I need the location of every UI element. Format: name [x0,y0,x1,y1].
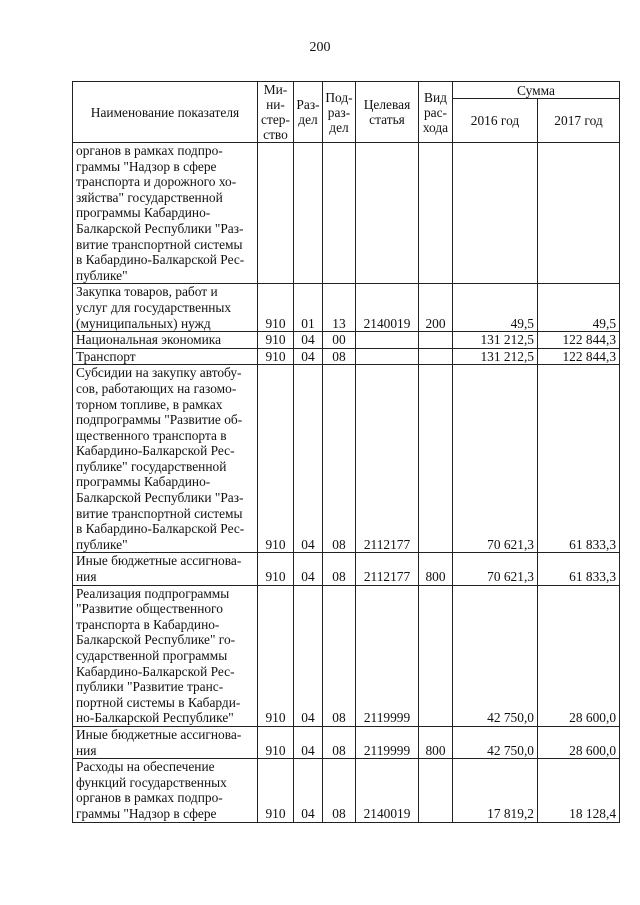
row-name-line: зяйства" государственной [76,189,223,205]
cell-section: 04 [294,759,323,822]
row-name-line: программы Кабардино- [76,474,211,490]
header-subsection [323,82,356,143]
table-body [73,143,620,823]
cell-subsection: 08 [323,553,356,585]
header-section [294,82,323,143]
cell-subsection: 08 [323,585,356,726]
row-name-line: органов в рамках подпро- [76,790,223,806]
cell-subsection: 00 [323,332,356,349]
row-name-line: щественного транспорта в [76,427,227,443]
cell-sum-2017: 49,5 [538,284,620,332]
cell-ministry: 910 [258,553,294,585]
row-name-line: публике" [76,267,128,283]
row-name-line: сов, работающих на газомо- [76,380,237,396]
cell-target: 2119999 [356,585,419,726]
cell-type: 800 [419,726,453,758]
header-expense-type-line: хода [422,119,449,135]
row-name-line: Иные бюджетные ассигнова- [76,553,242,569]
row-name-line: граммы "Надзор в сфере [76,805,217,821]
header-ministry-line: ство [263,127,288,142]
header-subsection-line: дел [329,119,349,135]
row-name [73,284,258,332]
cell-section: 04 [294,348,323,365]
cell-section: 04 [294,726,323,758]
cell-target [356,143,419,284]
cell-target: 2112177 [356,365,419,553]
table-row [73,553,620,585]
row-name-line: транспорта в Кабардино- [76,616,220,632]
row-name-line: Иные бюджетные ассигнова- [76,726,242,742]
header-name: Наименование показателя [73,82,258,143]
header-expense-type [419,82,453,143]
cell-sum-2017: 18 128,4 [538,759,620,822]
row-name-line: публике" [76,536,128,552]
cell-type [419,348,453,365]
cell-subsection: 08 [323,726,356,758]
cell-target: 2112177 [356,553,419,585]
header-section-line: Раз- [296,97,320,112]
cell-type [419,585,453,726]
header-ministry-line: ни- [266,97,285,112]
cell-section: 04 [294,365,323,553]
row-name-line: ния [76,742,97,758]
header-subsection-line: раз- [327,104,351,120]
cell-ministry: 910 [258,365,294,553]
cell-section [294,143,323,284]
row-name [73,759,258,822]
row-name-line: Транспорт [76,348,136,364]
table-row [73,726,620,758]
row-name [73,365,258,553]
cell-subsection [323,143,356,284]
table-row [73,759,620,822]
row-name-line: публики "Развитие транс- [76,679,224,695]
cell-section: 04 [294,332,323,349]
cell-sum-2016: 49,5 [453,284,538,332]
header-row-top [73,82,620,99]
header-ministry-line: стер- [261,112,290,127]
header-sum: Сумма [453,82,620,99]
row-name-line: услуг для государственных [76,299,232,315]
row-name [73,348,258,365]
row-name-line: Национальная экономика [76,332,222,348]
cell-sum-2017: 122 844,3 [538,332,620,349]
table-row [73,143,620,284]
cell-section: 04 [294,553,323,585]
cell-sum-2016: 42 750,0 [453,585,538,726]
row-name-line: сударственной программы [76,648,228,663]
cell-sum-2016: 70 621,3 [453,553,538,585]
cell-type [419,759,453,822]
header-year-2016: 2016 год [453,99,538,143]
row-name-line: транспорта и дорожного хо- [76,174,237,190]
cell-ministry: 910 [258,585,294,726]
cell-type: 200 [419,284,453,332]
row-name [73,553,258,585]
row-name-line: Балкарской Республики "Раз- [76,490,244,506]
cell-ministry: 910 [258,348,294,365]
row-name-line: функций государственных [76,774,227,790]
header-ministry [258,82,294,143]
cell-target: 2119999 [356,726,419,758]
cell-sum-2017: 61 833,3 [538,365,620,553]
cell-sum-2017: 28 600,0 [538,726,620,758]
row-name-line: "Развитие общественного [76,601,223,617]
row-name-line: витие транспортной системы [76,236,243,252]
row-name-line: органов в рамках подпро- [76,143,223,158]
row-name-line: Реализация подпрограммы [76,585,230,601]
cell-subsection: 08 [323,365,356,553]
cell-type [419,143,453,284]
page-number: 200 [309,40,331,55]
cell-sum-2016: 70 621,3 [453,365,538,553]
cell-sum-2016 [453,143,538,284]
row-name [73,143,258,284]
cell-sum-2017 [538,143,620,284]
cell-section: 01 [294,284,323,332]
header-target-line: Целевая [363,97,411,112]
cell-sum-2016: 131 212,5 [453,332,538,349]
cell-section: 04 [294,585,323,726]
cell-sum-2016: 131 212,5 [453,348,538,365]
row-name [73,726,258,758]
cell-ministry: 910 [258,726,294,758]
table-row [73,332,620,349]
header-expense-type-line: рас- [423,104,448,120]
cell-ministry: 910 [258,284,294,332]
cell-sum-2017: 122 844,3 [538,348,620,365]
budget-table [72,81,620,823]
cell-target: 2140019 [356,759,419,822]
row-name-line: (муниципальных) нужд [76,315,211,331]
table-row [73,585,620,726]
row-name [73,332,258,349]
row-name-line: в Кабардино-Балкарской Рес- [76,252,245,268]
cell-sum-2016: 17 819,2 [453,759,538,822]
row-name-line: Кабардино-Балкарской Рес- [76,443,235,459]
row-name-line: программы Кабардино- [76,205,211,221]
cell-subsection: 08 [323,348,356,365]
cell-ministry: 910 [258,759,294,822]
row-name-line: Балкарской Республики "Раз- [76,220,244,236]
cell-subsection: 08 [323,759,356,822]
row-name-line: в Кабардино-Балкарской Рес- [76,521,245,537]
row-name-line: Расходы на обеспечение [76,759,215,775]
row-name-line: Субсидии на закупку автобу- [76,365,242,381]
row-name-line: портной системы в Кабарди- [76,694,241,710]
header-expense-type-line: Вид [424,89,447,105]
cell-subsection: 13 [323,284,356,332]
cell-ministry: 910 [258,332,294,349]
row-name-line: Балкарской Республике" го- [76,632,236,648]
cell-type: 800 [419,553,453,585]
row-name-line: подпрограммы "Развитие об- [76,412,243,428]
cell-type [419,365,453,553]
header-section-line: дел [298,112,318,127]
row-name-line: витие транспортной системы [76,505,243,521]
table-row [73,348,620,365]
header-subsection-line: Под- [325,89,353,105]
table-row [73,284,620,332]
cell-type [419,332,453,349]
row-name-line: Закупка товаров, работ и [76,284,218,300]
table-row [73,365,620,553]
row-name-line: торном топливе, в рамках [76,396,223,412]
row-name-line: ния [76,569,97,585]
header-ministry-line: Ми- [263,82,288,97]
cell-sum-2016: 42 750,0 [453,726,538,758]
row-name-line: граммы "Надзор в сфере [76,158,217,174]
cell-target [356,332,419,349]
row-name-line: публике" государственной [76,458,227,474]
cell-sum-2017: 61 833,3 [538,553,620,585]
row-name-line: Кабардино-Балкарской Рес- [76,663,235,679]
row-name [73,585,258,726]
header-year-2017: 2017 год [538,99,620,143]
cell-ministry [258,143,294,284]
cell-target: 2140019 [356,284,419,332]
cell-target [356,348,419,365]
cell-sum-2017: 28 600,0 [538,585,620,726]
row-name-line: но-Балкарской Республике" [76,710,234,726]
header-target [356,82,419,143]
header-target-line: статья [369,112,405,127]
